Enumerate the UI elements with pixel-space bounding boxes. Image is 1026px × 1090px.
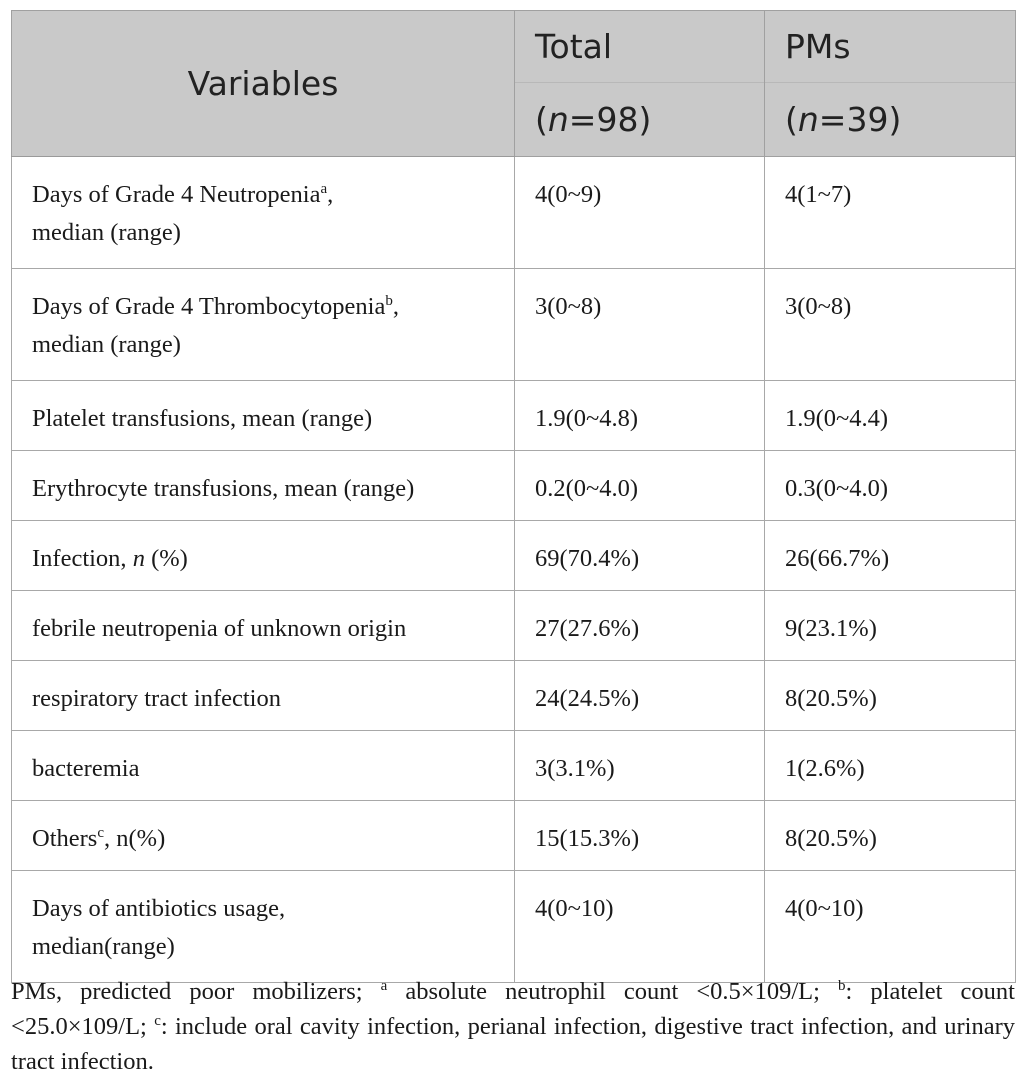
table-row	[12, 801, 1016, 871]
table-row	[12, 451, 1016, 521]
cell-pms: 1.9(0~4.4)	[765, 381, 1016, 451]
row-label: Infection, n (%)	[12, 521, 515, 591]
table-row	[12, 521, 1016, 591]
table-row	[12, 269, 1016, 381]
cell-pms: 9(23.1%)	[765, 591, 1016, 661]
cell-total: 3(3.1%)	[515, 731, 765, 801]
cell-total: 4(0~9)	[515, 157, 765, 269]
cell-pms: 1(2.6%)	[765, 731, 1016, 801]
table-row	[12, 661, 1016, 731]
cell-pms: 8(20.5%)	[765, 661, 1016, 731]
header-total-n: (n=98)	[515, 83, 765, 157]
table-footnote: PMs, predicted poor mobilizers; $^a$ absolute neutrophil count <0.5×109/L; $^b$: platelet count <25.0×109/L; $^c$: include oral cavity infection, perianal infection, digestive tract infection, and urinary tract infection.	[11, 978, 1015, 1075]
table-row	[12, 381, 1016, 451]
cell-total: 15(15.3%)	[515, 801, 765, 871]
row-label: Platelet transfusions, mean (range)	[12, 381, 515, 451]
row-label: respiratory tract infection	[12, 661, 515, 731]
table-container	[11, 10, 1015, 983]
cell-pms: 0.3(0~4.0)	[765, 451, 1016, 521]
cell-pms: 8(20.5%)	[765, 801, 1016, 871]
row-label: febrile neutropenia of unknown origin	[12, 591, 515, 661]
cell-pms: 26(66.7%)	[765, 521, 1016, 591]
cell-total: 1.9(0~4.8)	[515, 381, 765, 451]
table-row	[12, 871, 1016, 983]
results-table	[11, 10, 1016, 983]
row-label: Others$^c$, n(%)	[12, 801, 515, 871]
table-row	[12, 591, 1016, 661]
table-row	[12, 731, 1016, 801]
cell-pms: 4(0~10)	[765, 871, 1016, 983]
row-label: bacteremia	[12, 731, 515, 801]
row-label: Days of antibiotics usage, median(range)	[12, 871, 515, 983]
cell-total: 4(0~10)	[515, 871, 765, 983]
header-pms: PMs	[765, 11, 1016, 83]
cell-total: 0.2(0~4.0)	[515, 451, 765, 521]
header-total: Total	[515, 11, 765, 83]
header-variables: Variables	[12, 11, 515, 157]
row-label: Erythrocyte transfusions, mean (range)	[12, 451, 515, 521]
cell-total: 3(0~8)	[515, 269, 765, 381]
cell-total: 27(27.6%)	[515, 591, 765, 661]
cell-total: 24(24.5%)	[515, 661, 765, 731]
cell-pms: 3(0~8)	[765, 269, 1016, 381]
header-row	[12, 11, 1016, 83]
cell-pms: 4(1~7)	[765, 157, 1016, 269]
table-row	[12, 157, 1016, 269]
row-label: Days of Grade 4 Thrombocytopenia$^b$, median (range)	[12, 269, 515, 381]
cell-total: 69(70.4%)	[515, 521, 765, 591]
row-label: Days of Grade 4 Neutropenia$^a$, median (range)	[12, 157, 515, 269]
header-pms-n: (n=39)	[765, 83, 1016, 157]
